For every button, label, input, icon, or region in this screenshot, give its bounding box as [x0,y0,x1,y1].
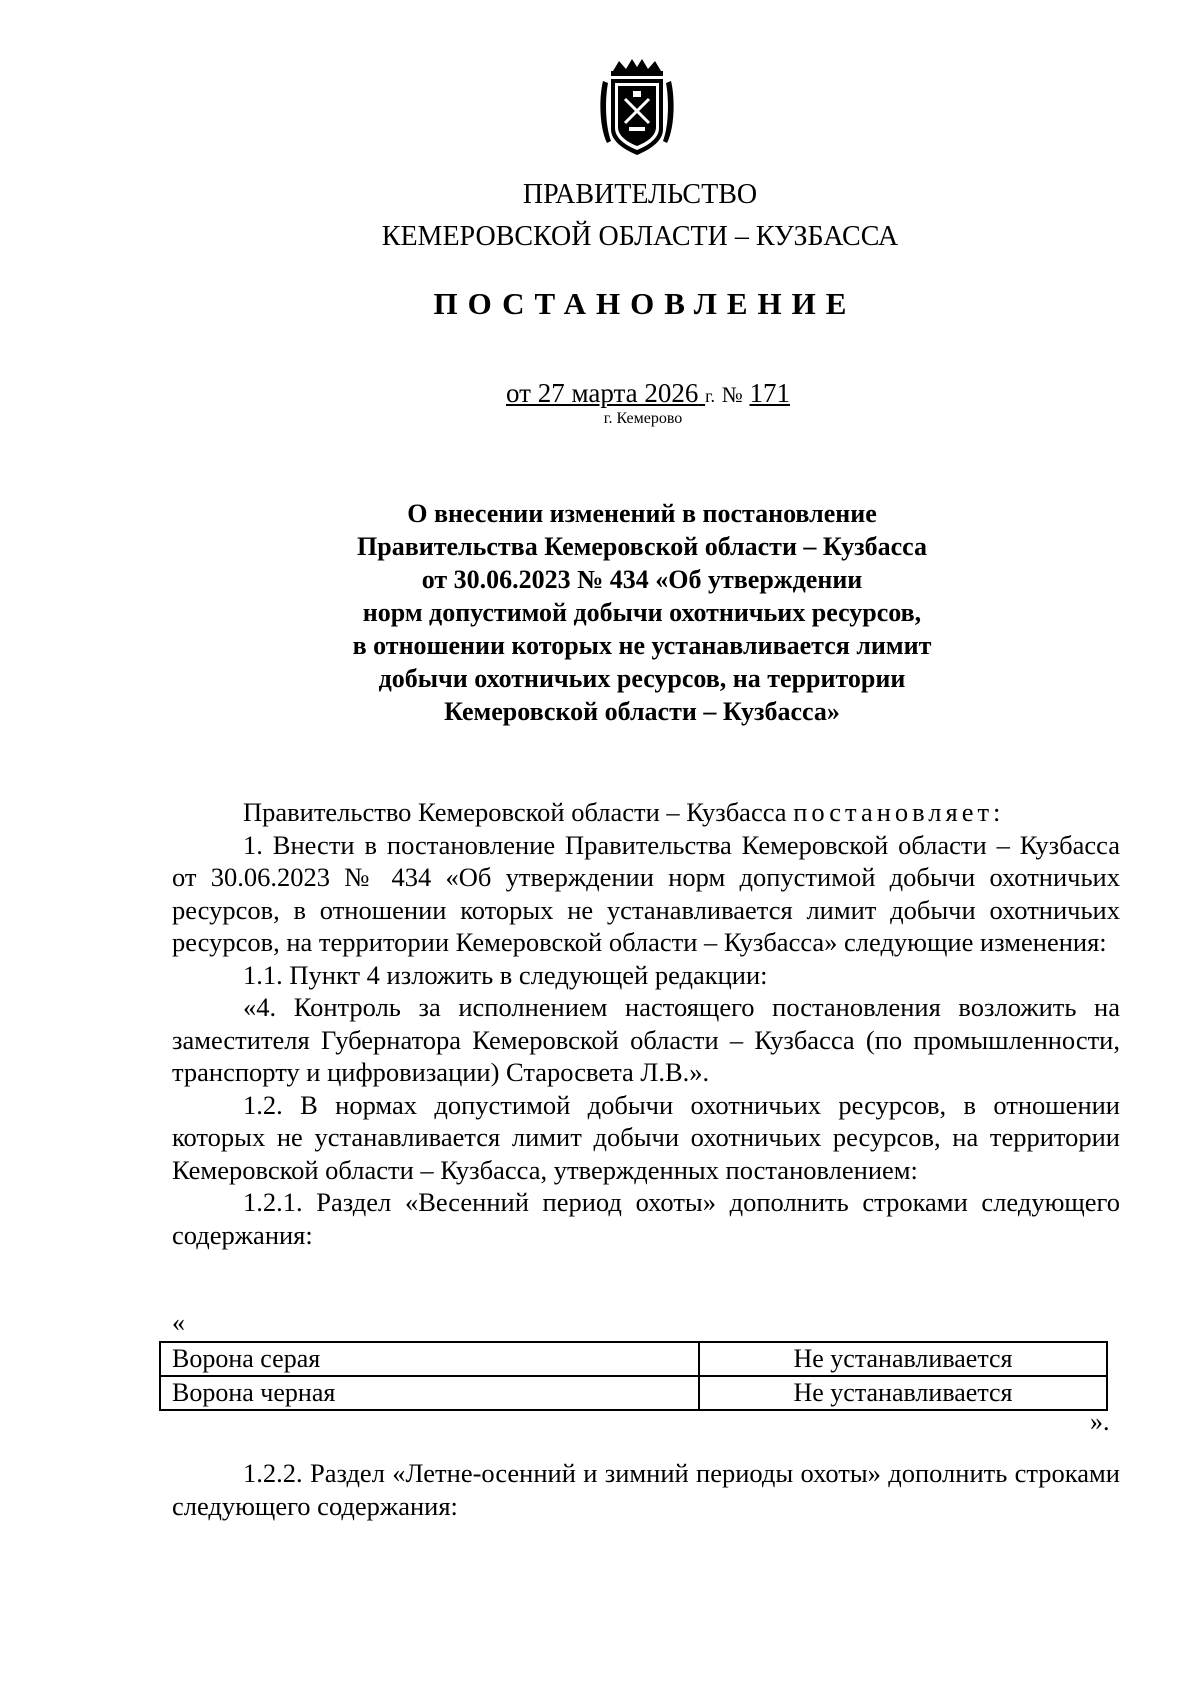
table-cell-limit: Не устанавливается [699,1376,1107,1410]
subject-line: О внесении изменений в постановление [407,499,877,528]
subject-line: в отношении которых не устанавливается лимит [352,631,932,660]
preamble: Правительство Кемеровской области – Кузбасса постановляет: [243,797,1005,827]
city: г. Кемерово [603,410,683,427]
table-row [160,1376,1107,1410]
kemerovo-coat-of-arms-icon [599,57,675,157]
subject-line: Правительства Кемеровской области – Кузбасса [357,532,927,561]
subject-line: добычи охотничьих ресурсов, на территории [378,664,906,693]
body-text [172,796,1120,1251]
number-sign: № [721,382,743,407]
date-number-line [48,378,1200,409]
document-date: от 27 марта 2026 [506,378,699,408]
document-type-title: ПОСТАНОВЛЕНИЕ [433,286,857,321]
quote-close: ». [1090,1407,1110,1436]
subject-line: от 30.06.2023 № 434 «Об утверждении [421,565,863,594]
preamble-resolves: постановляет: [793,797,1005,827]
table-cell-limit: Не устанавливается [699,1342,1107,1376]
item-1-2-1: 1.2.1. Раздел «Весенний период охоты» дополнить строками следующего содержания: [172,1187,1120,1250]
government-name-line-1: ПРАВИТЕЛЬСТВО [522,179,758,210]
hunting-limits-table [159,1341,1108,1411]
subject-line: Кемеровской области – Кузбасса» [444,697,840,726]
date-suffix: г. [705,386,715,406]
item-1-2: 1.2. В нормах допустимой добычи охотничьих ресурсов, в отношении которых не устанавливается лимит добычи охотничьих ресурсов, на территории Кемеровской области – Кузбасса, утвержденных постановлением: [172,1089,1120,1185]
government-name-line-2: КЕМЕРОВСКОЙ ОБЛАСТИ – КУЗБАССА [381,221,899,252]
table-row [160,1342,1107,1376]
item-1-1-quote: «4. Контроль за исполнением настоящего постановления возложить на заместителя Губернатора Кемеровской области – Кузбасса (по промышленности, транспорту и цифровизации) Старосвета Л.В.». [172,992,1120,1087]
subject-line: норм допустимой добычи охотничьих ресурсов, [362,598,922,627]
table-cell-species: Ворона серая [160,1342,699,1376]
item-1-2-2: 1.2.2. Раздел «Летне-осенний и зимний периоды охоты» дополнить строками следующего содержания: [172,1458,1120,1521]
document-number: 171 [749,378,790,408]
item-1: 1. Внести в постановление Правительства Кемеровской области – Кузбасса от 30.06.2023 № 434 «Об утверждении норм допустимой добычи охотничьих ресурсов, в отношении которых не устанавливается лимит добычи охотничьих ресурсов, на территории Кемеровской области – Кузбасса» следующие изменения: [172,829,1120,957]
table-cell-species: Ворона черная [160,1376,699,1410]
document-subject [42,497,1200,728]
item-1-1: 1.1. Пункт 4 изложить в следующей редакции: [243,959,768,990]
body-text-continued [172,1457,1120,1522]
quote-open: « [172,1308,185,1337]
